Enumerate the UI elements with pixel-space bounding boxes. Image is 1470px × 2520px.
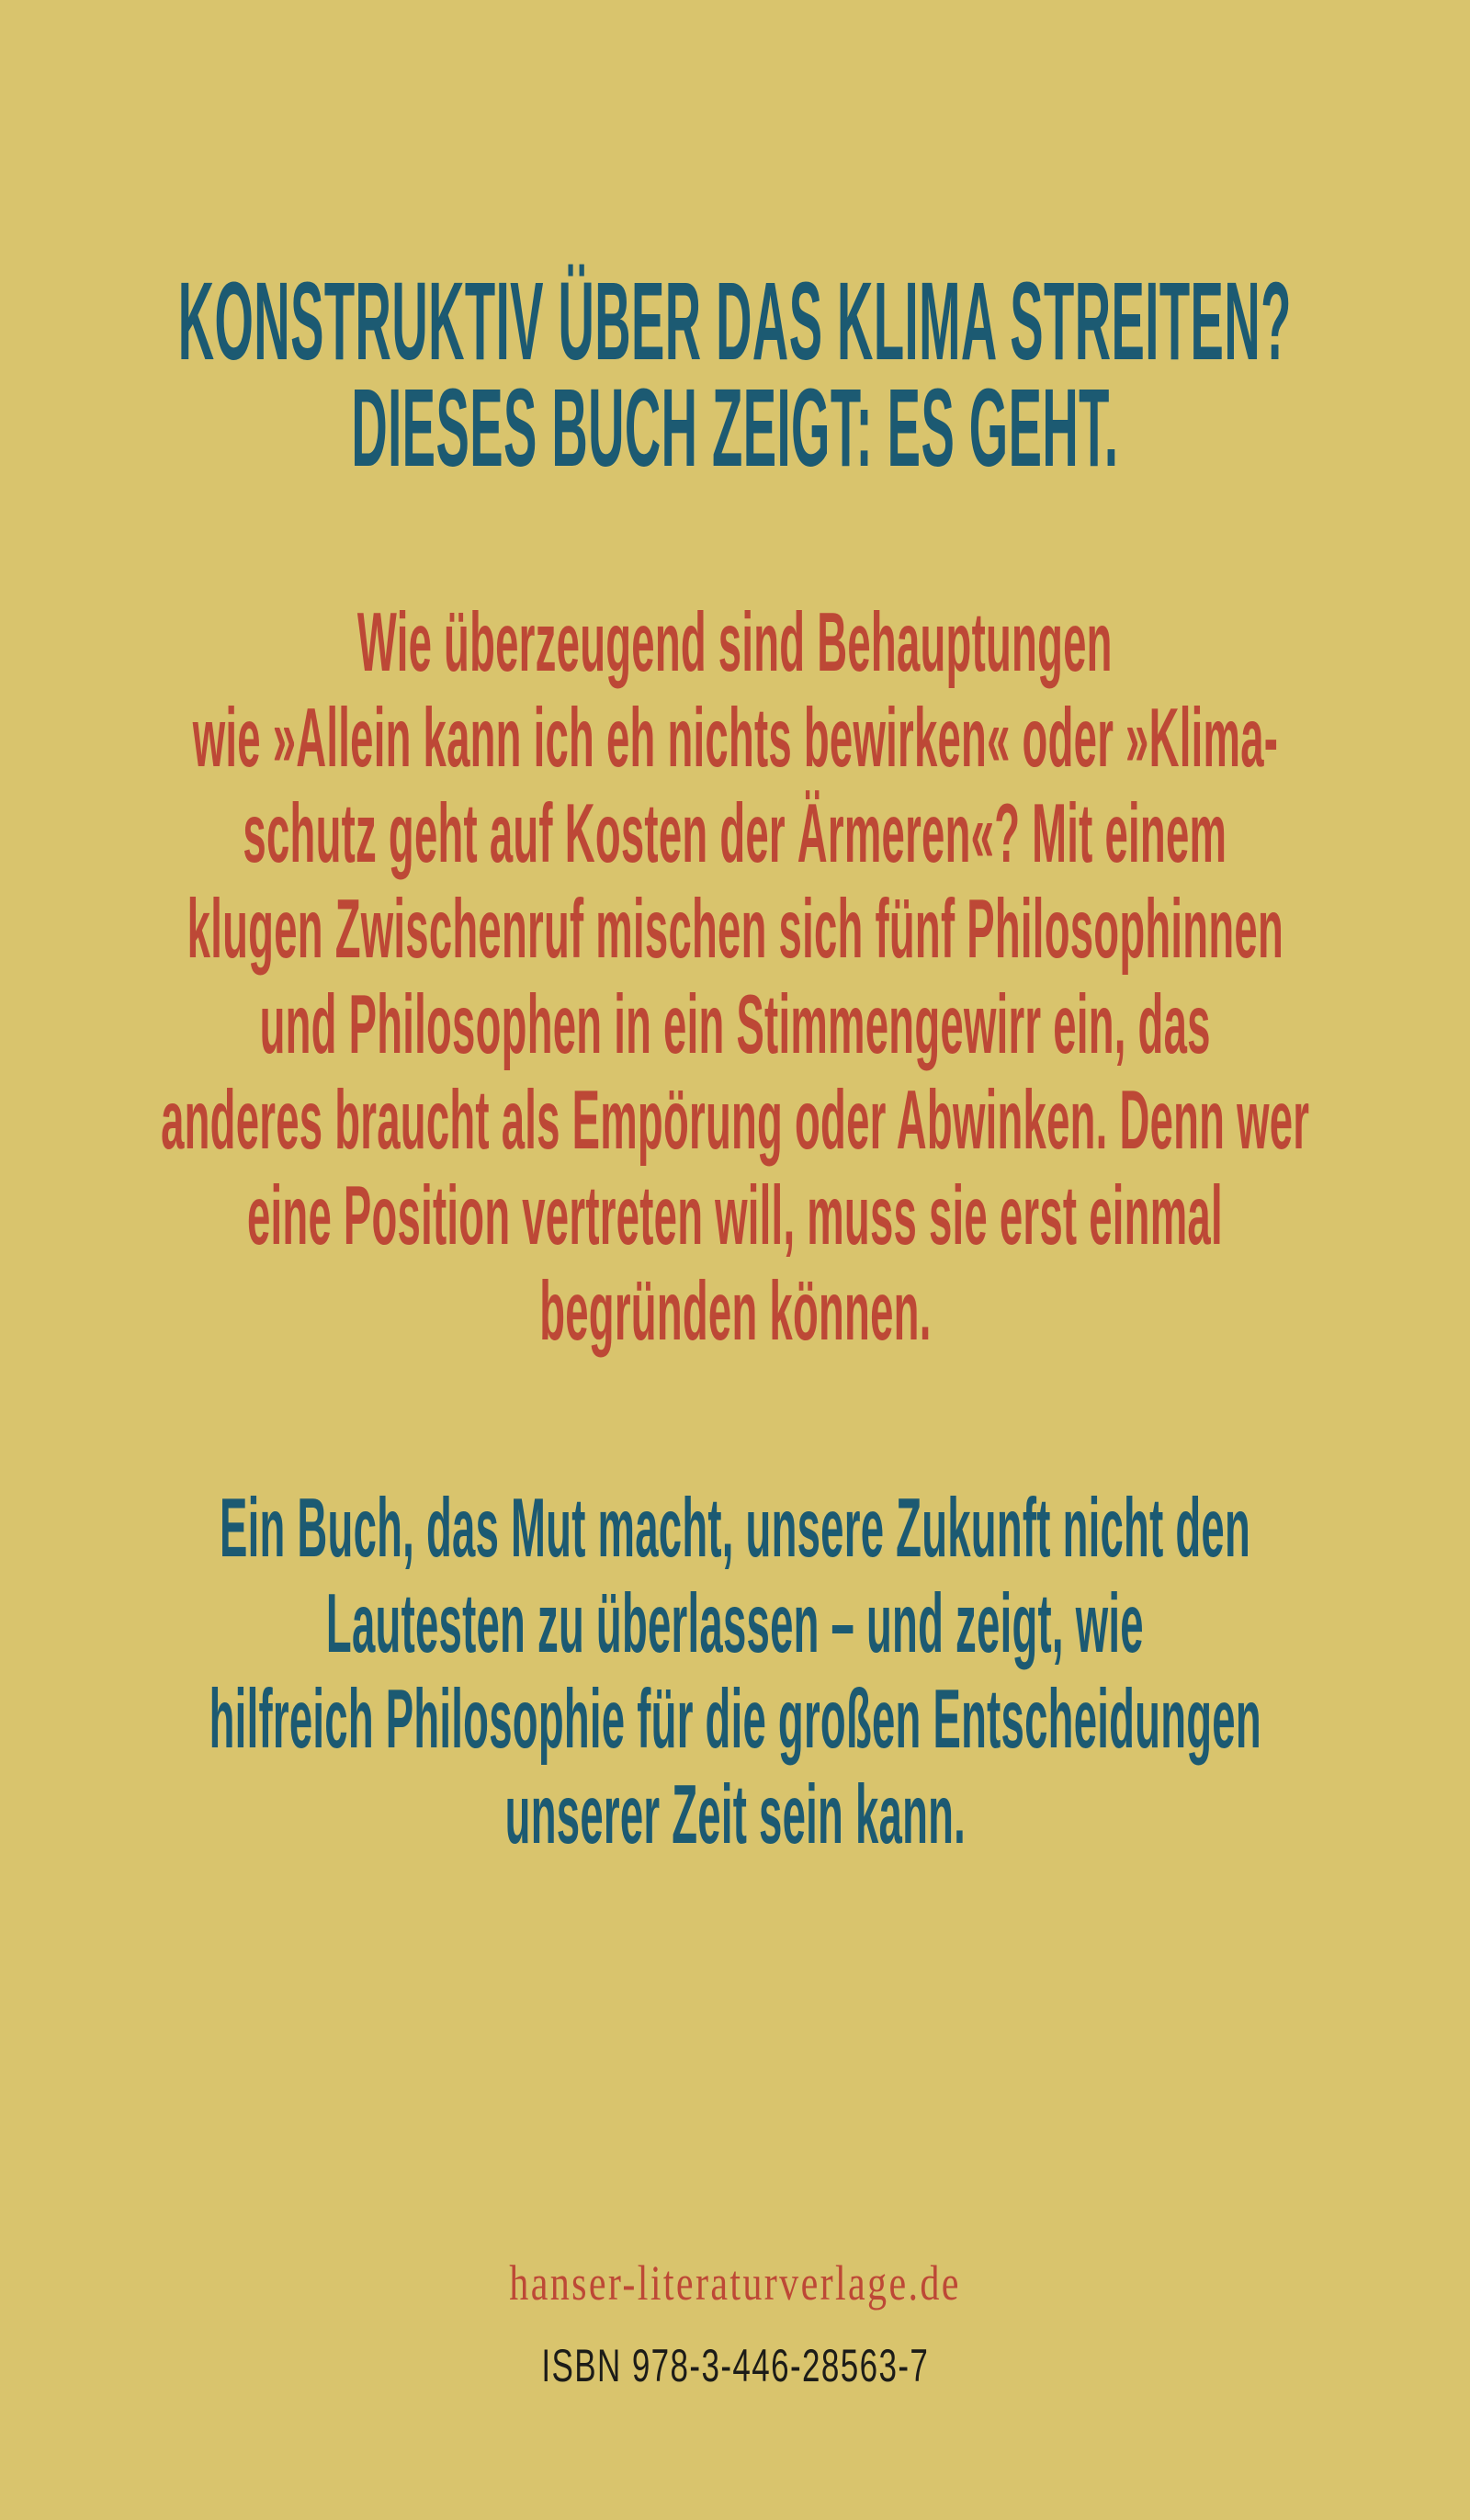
blurb-line [0,882,1470,977]
closing-line-text: unserer Zeit sein kann. [504,1769,966,1861]
blurb-line-text: anderes braucht als Empörung oder Abwinken. Denn wer [160,1074,1310,1167]
publisher-website-line [0,2255,1470,2311]
blurb-line [0,691,1470,786]
closing-paragraph [0,1481,1470,1863]
blurb-line [0,1264,1470,1360]
blurb-line [0,1073,1470,1169]
isbn-text: ISBN 978-3-446-28563-7 [541,2340,929,2391]
blurb-line [0,1169,1470,1264]
blurb-line-text: Wie überzeugend sind Behauptungen [357,596,1113,689]
closing-line [0,1576,1470,1672]
closing-line-text: Lautesten zu überlassen – und zeigt, wie [326,1577,1144,1670]
publisher-website [0,2255,1470,2311]
isbn-line [0,2340,1470,2391]
closing-line [0,1481,1470,1576]
closing-line [0,1768,1470,1863]
headline-line-1-text: KONSTRUKTIV ÜBER DAS KLIMA STREITEN? [177,258,1293,383]
closing-line [0,1672,1470,1768]
closing-line-text: Ein Buch, das Mut macht, unsere Zukunft nicht den [219,1482,1251,1575]
blurb-line [0,786,1470,882]
blurb-line-text: und Philosophen in ein Stimmengewirr ein, das [259,978,1211,1071]
headline-line-2-text: DIESES BUCH ZEIGT: ES GEHT. [351,365,1119,490]
blurb-line [0,977,1470,1073]
isbn [0,2340,1470,2391]
closing-line-text: hilfreich Philosophie für die großen Entscheidungen [209,1673,1261,1766]
blurb-line [0,595,1470,691]
blurb-line-text: begründen können. [538,1265,932,1358]
publisher-website-text: hanser-literaturverlage.de [509,2255,961,2311]
headline [0,258,1470,490]
blurb-line-text: wie »Allein kann ich eh nichts bewirken« oder »Klima- [192,692,1278,785]
blurb-line-text: schutz geht auf Kosten der Ärmeren«? Mit einem [243,787,1227,880]
blurb-paragraph [0,595,1470,1360]
blurb-line-text: eine Position vertreten will, muss sie erst einmal [247,1170,1223,1262]
headline-line-2 [0,365,1470,490]
headline-line-1 [0,258,1470,383]
blurb-line-text: klugen Zwischenruf mischen sich fünf Philosophinnen [187,883,1283,976]
